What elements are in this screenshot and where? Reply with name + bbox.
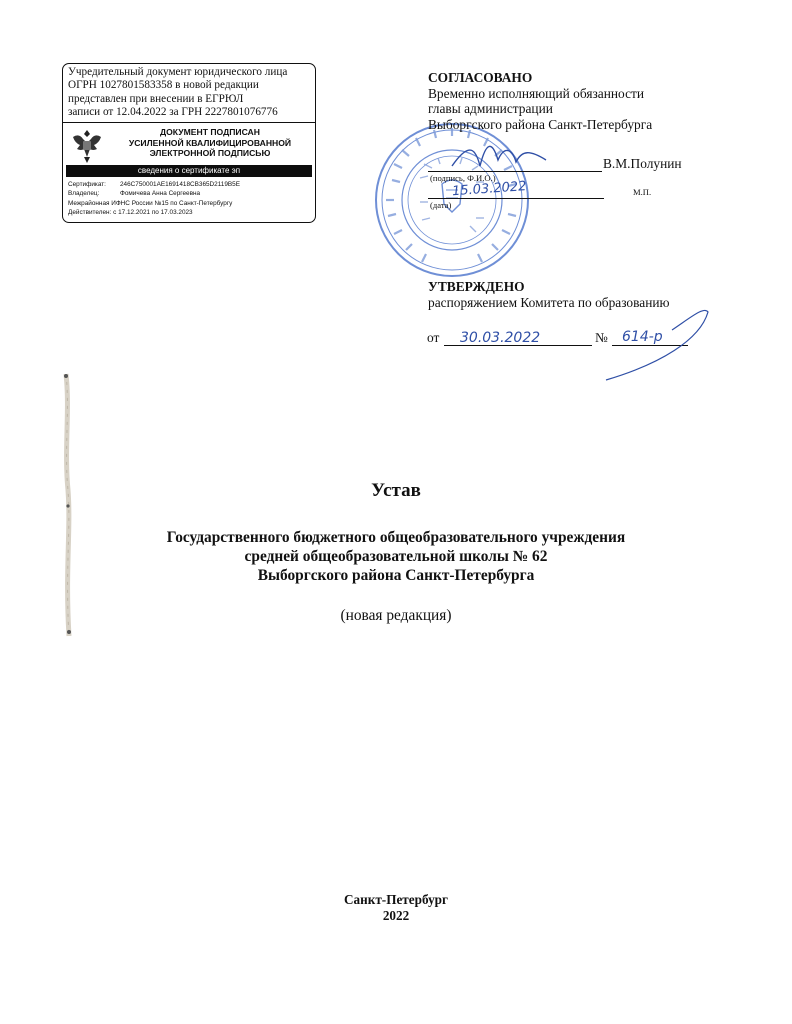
signed-title <box>109 127 311 159</box>
validity-row <box>68 208 314 217</box>
certificate-details <box>68 180 314 218</box>
footer-year: 2022 <box>382 908 410 923</box>
document-footer <box>0 892 792 924</box>
agreed-line: Временно исполняющий обязанности <box>428 85 645 101</box>
approved-block <box>428 279 748 310</box>
signed-title-line: УСИЛЕННОЙ КВАЛИФИЦИРОВАННОЙ <box>128 137 292 148</box>
issuer-row: Межрайонная ИФНС России №15 по Санкт-Петербургу <box>68 199 233 207</box>
agreed-heading: СОГЛАСОВАНО <box>428 70 533 85</box>
agreed-line: главы администрации <box>428 101 553 117</box>
date-hint: (дата) <box>430 200 452 210</box>
owner-row <box>68 189 314 198</box>
date-line <box>428 198 604 199</box>
approved-date-handwritten: 30.03.2022 <box>460 330 541 346</box>
coat-of-arms-icon <box>69 127 105 165</box>
divider <box>63 122 315 123</box>
signer-name: В.М.Полунин <box>603 156 682 171</box>
registration-line: записи от 12.04.2022 за ГРН 2227801076776 <box>68 106 278 119</box>
certificate-row <box>68 180 314 189</box>
registration-text <box>68 66 312 120</box>
validity-label: Действителен: <box>68 209 112 217</box>
subtitle-line: средней общеобразовательной школы № 62 <box>244 548 548 565</box>
subtitle-line: Государственного бюджетного общеобразовательного учреждения <box>166 529 626 546</box>
owner-label: Владелец: <box>68 190 100 198</box>
registration-box <box>62 63 316 223</box>
binding-thread <box>58 370 78 640</box>
number-label: № <box>595 330 608 345</box>
stamp-mark: М.П. <box>633 187 652 197</box>
document-subtitle <box>0 528 792 585</box>
approved-heading: УТВЕРЖДЕНО <box>428 279 525 294</box>
registration-line: Учредительный документ юридического лица <box>68 66 288 78</box>
signature-hint: (подпись, Ф.И.О.) <box>430 173 496 183</box>
from-label: от <box>427 330 440 345</box>
document-title: Устав <box>371 480 421 501</box>
registration-line: ОГРН 1027801583358 в новой редакции <box>68 79 259 92</box>
agreed-block <box>428 70 748 132</box>
signed-title-line: ЭЛЕКТРОННОЙ ПОДПИСЬЮ <box>149 148 271 159</box>
order-date-line <box>444 345 592 346</box>
order-number-line <box>612 345 688 346</box>
certificate-value: 246C750001AE1691418CB365D2119B5E <box>120 181 240 188</box>
registration-line: представлен при внесении в ЕГРЮЛ <box>68 92 244 105</box>
agreed-line: Выборгского района Санкт-Петербурга <box>428 116 653 132</box>
subtitle-line: Выборгского района Санкт-Петербурга <box>257 567 535 584</box>
signed-title-line: ДОКУМЕНТ ПОДПИСАН <box>160 127 260 137</box>
footer-city: Санкт-Петербург <box>344 892 448 907</box>
document-edition: (новая редакция) <box>340 607 452 624</box>
agreed-date-handwritten: 15.03.2022 <box>451 179 527 200</box>
signature-line <box>428 171 602 172</box>
validity-value: с 17.12.2021 по 17.03.2023 <box>113 209 193 217</box>
certificate-label: Сертификат: <box>68 181 106 188</box>
approved-line: распоряжением Комитета по образованию <box>428 294 670 310</box>
certificate-info-bar: сведения о сертификате эп <box>66 165 312 177</box>
owner-value: Фомичева Анна Сергеевна <box>120 190 201 198</box>
approved-number-handwritten: 614-р <box>622 329 663 345</box>
